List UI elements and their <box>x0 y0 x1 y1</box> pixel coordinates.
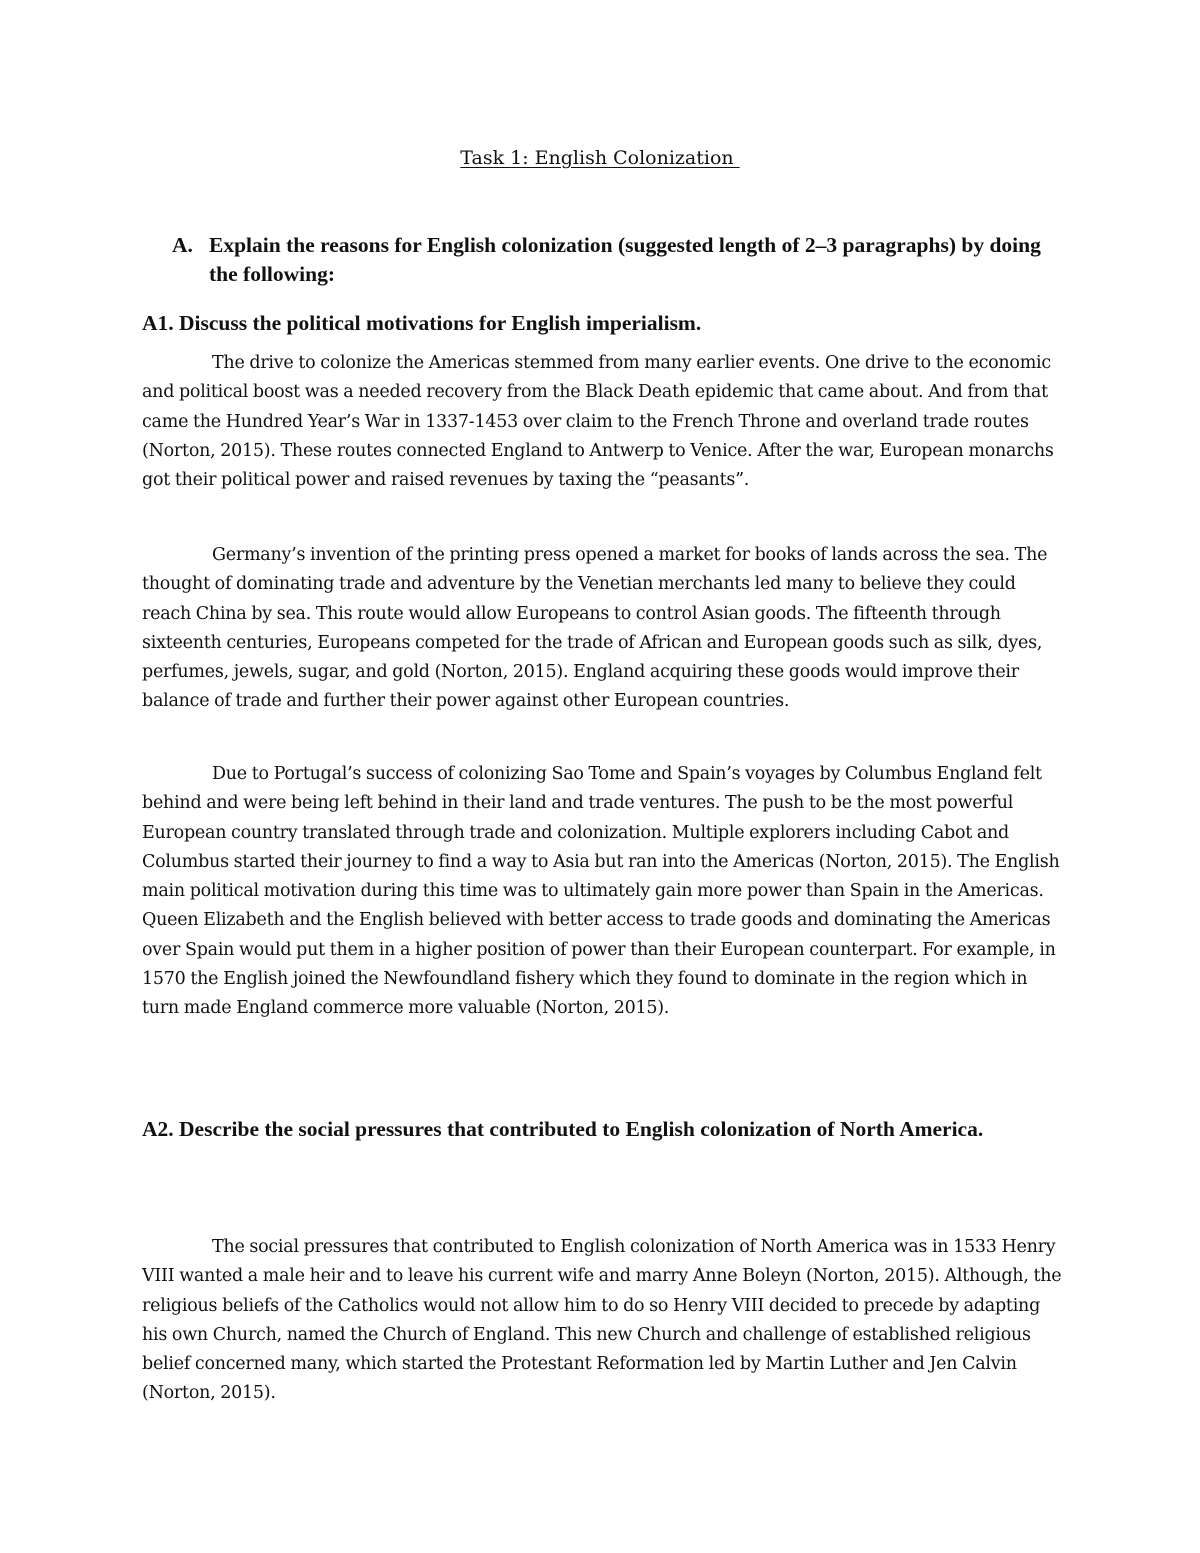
section-a-item <box>172 231 1052 289</box>
a1-paragraph-3: Due to Portugal’s success of colonizing Sao Tome and Spain’s voyages by Columbus England felt behind and were being left behind in their land and trade ventures. The push to be the most powerful European country translated through trade and colonization. Multiple explorers including Cabot and Columbus started their journey to find a way to Asia but ran into the Americas (Norton, 2015). The English main political motivation during this time was to ultimately gain more power than Spain in the Americas. Queen Elizabeth and the English believed with better access to trade goods and dominating the Americas over Spain would put them in a higher position of power than their European counterpart. For example, in 1570 the English joined the Newfoundland fishery which they found to dominate in the region which in turn made England commerce more valuable (Norton, 2015). <box>142 764 1060 1019</box>
a1-paragraph-1: The drive to colonize the Americas stemmed from many earlier events. One drive to the economic and political boost was a needed recovery from the Black Death epidemic that came about. And from that came the Hundred Year’s War in 1337-1453 over claim to the French Throne and overland trade routes (Norton, 2015). These routes connected England to Antwerp to Venice. After the war, European monarchs got their political power and raised revenues by taxing the “peasants”. <box>142 353 1054 491</box>
a1-paragraph-2: Germany’s invention of the printing press opened a market for books of lands across the sea. The thought of dominating trade and adventure by the Venetian merchants led many to believe they could reach China by sea. This route would allow Europeans to control Asian goods. The fifteenth through sixteenth centuries, Europeans competed for the trade of African and European goods such as silk, dyes, perfumes, jewels, sugar, and gold (Norton, 2015). England acquiring these goods would improve their balance of trade and further their power against other European countries. <box>142 545 1048 712</box>
a2-paragraph-1: The social pressures that contributed to English colonization of North America was in 1533 Henry VIII wanted a male heir and to leave his current wife and marry Anne Boleyn (Norton, 2015). Although, the religious beliefs of the Catholics would not allow him to do so Henry VIII decided to precede by adapting his own Church, named the Church of England. This new Church and challenge of established religious belief concerned many, which started the Protestant Reformation led by Martin Luther and Jen Calvin (Norton, 2015). <box>142 1237 1062 1404</box>
section-a-text: Explain the reasons for English colonization (suggested length of 2–3 paragraphs) by doing the following: <box>209 233 1041 286</box>
a2-heading: A2. Describe the social pressures that contributed to English colonization of North America. <box>142 1117 984 1141</box>
document-title: Task 1: English Colonization <box>460 147 740 169</box>
section-a-marker: A. <box>172 233 193 257</box>
a1-heading: A1. Discuss the political motivations for English imperialism. <box>142 311 702 335</box>
